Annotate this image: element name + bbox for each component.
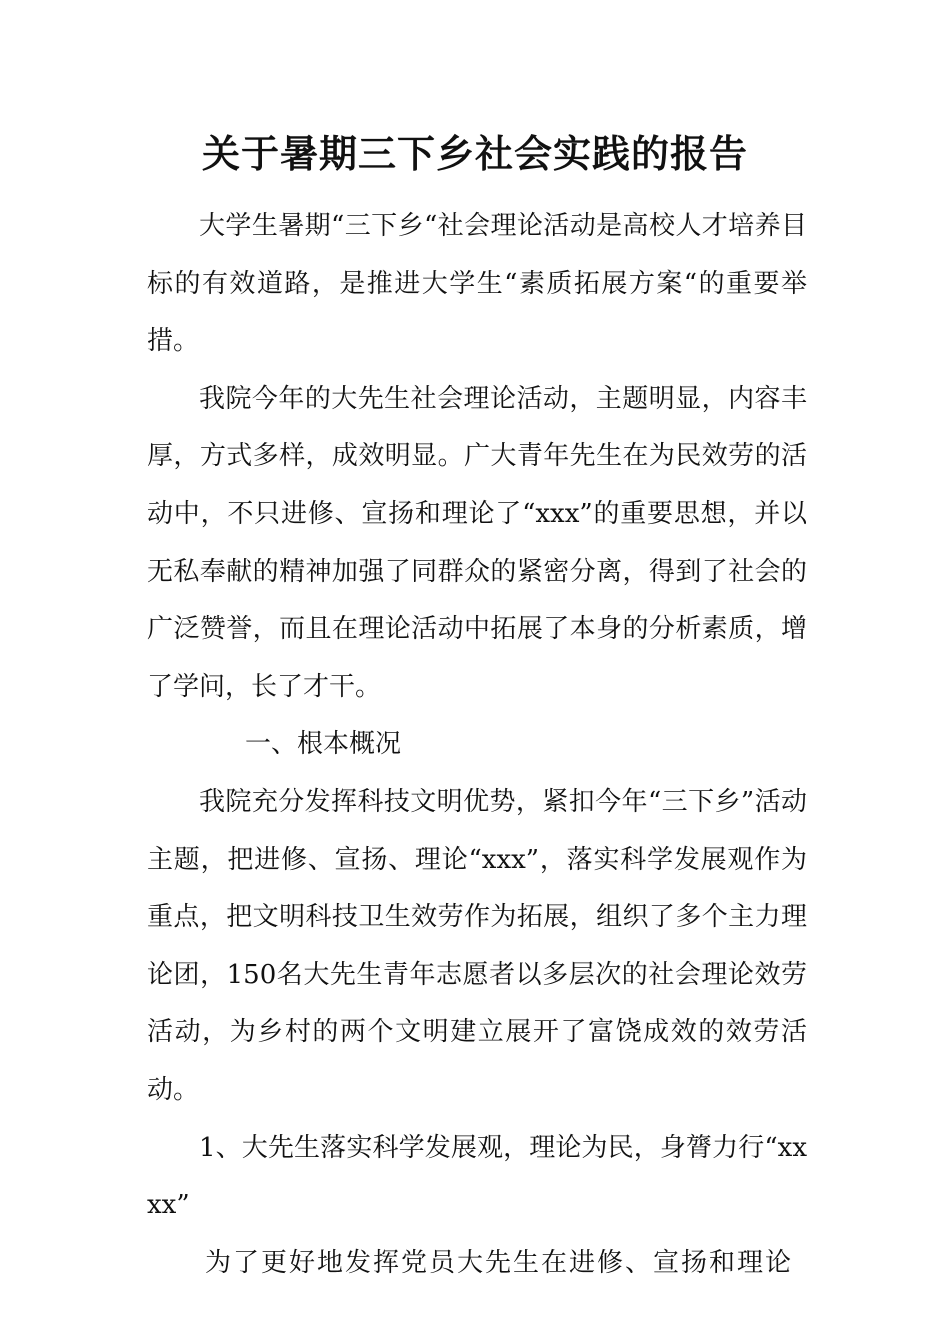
paragraph-overview: 我院充分发挥科技文明优势，紧扣今年“三下乡”活动主题，把进修、宣扬、理论“xxx”，落实科学发展观作为重点，把文明科技卫生效劳作为拓展，组织了多个主力理论团，150名大先生青年志愿者以多层次的社会理论效劳活动，为乡村的两个文明建立展开了富饶成效的效劳活动。: [147, 786, 807, 1105]
section-heading: 一、根本概况: [245, 729, 402, 760]
paragraph-intro: 大学生暑期“三下乡“社会理论活动是高校人才培养目标的有效道路，是推进大学生“素质拓展方案“的重要举措。: [147, 211, 807, 357]
document-body: [147, 198, 807, 1292]
paragraph-continued: 为了更好地发挥党员大先生在进修、宣扬和理论: [205, 1247, 794, 1278]
subsection-heading: 1、大先生落实科学发展观，理论为民，身膂力行“xxxx”: [147, 1132, 807, 1221]
document-title: 关于暑期三下乡社会实践的报告: [201, 132, 748, 176]
paragraph-summary: 我院今年的大先生社会理论活动，主题明显，内容丰厚，方式多样，成效明显。广大青年先生在为民效劳的活动中，不只进修、宣扬和理论了“xxx”的重要思想，并以无私奉献的精神加强了同群众的紧密分离，得到了社会的广泛赞誉，而且在理论活动中拓展了本身的分析素质，增了学问，长了才干。: [147, 383, 807, 702]
